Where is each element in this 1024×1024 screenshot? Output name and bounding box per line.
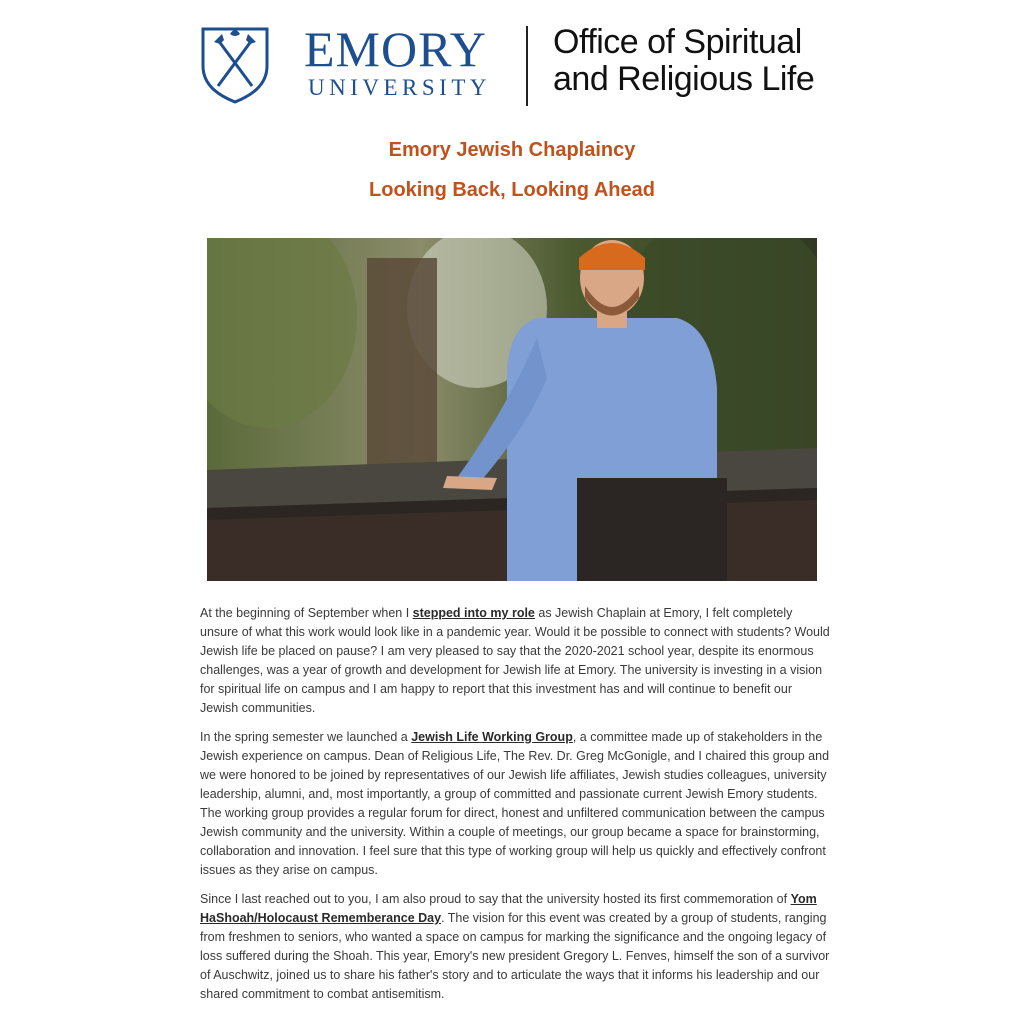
chaplain-photo bbox=[207, 238, 817, 581]
yom-hashoah-link[interactable]: Yom HaShoah/Holocaust Rememberance Day bbox=[200, 892, 817, 925]
university-wordmark: UNIVERSITY bbox=[308, 75, 491, 100]
stepped-into-role-link[interactable]: stepped into my role bbox=[412, 606, 535, 620]
working-group-link[interactable]: Jewish Life Working Group bbox=[411, 730, 573, 744]
header-logo-lockup bbox=[200, 21, 824, 110]
office-name bbox=[553, 24, 814, 98]
page-title: Emory Jewish Chaplaincy bbox=[388, 139, 636, 161]
paragraph-1: At the beginning of September when I stepped into my role as Jewish Chaplain at Emory, I felt completely unsure of what this work would look like in a pandemic year. Would it be possible to connect with students? Would Jewish life be placed on pause? I am very pleased to say that the 2020-2021 school year, despite its enormous challenges, was a year of growth and development for Jewish life at Emory. The university is investing in a vision for spiritual life on campus and I am happy to report that this investment has and will continue to benefit our Jewish communities. bbox=[200, 606, 830, 715]
paragraph-2: In the spring semester we launched a Jewish Life Working Group, a committee made up of stakeholders in the Jewish experience on campus. Dean of Religious Life, The Rev. Dr. Greg McGonigle, and I chaired this group and we were honored to be joined by representatives of our Jewish life affiliates, Jewish studies colleagues, university leadership, alumni, and, most importantly, a group of committed and passionate current Jewish Emory students. The working group provides a regular forum for direct, honest and unfiltered communication between the campus Jewish community and the university. Within a couple of meetings, our group became a space for brainstorming, collaboration and innovation. I feel sure that this type of working group will help us quickly and effectively confront issues as they arise on campus. bbox=[200, 730, 830, 877]
office-name-line2: and Religious Life bbox=[553, 60, 815, 98]
emory-wordmark: EMORY bbox=[304, 21, 487, 77]
emory-shield-icon bbox=[200, 26, 270, 104]
paragraph-3: Since I last reached out to you, I am also proud to say that the university hosted its first commemoration of Yom HaShoah/Holocaust Rememberance Day. The vision for this event was created by a group of students, ranging from freshmen to seniors, who wanted a space on campus for marking the significance and the ongoing legacy of loss suffered during the Shoah. This year, Emory's new president Gregory L. Fenves, himself the son of a survivor of Auschwitz, joined us to share his father's story and to articulate the ways that it informs his leadership and our shared commitment to combat antisemitism. bbox=[200, 892, 830, 1001]
page-subtitle: Looking Back, Looking Ahead bbox=[369, 179, 655, 201]
logo-divider bbox=[526, 26, 528, 106]
article-body bbox=[200, 604, 830, 1014]
office-name-line1: Office of Spiritual bbox=[553, 23, 802, 61]
photo-illustration bbox=[207, 238, 817, 581]
